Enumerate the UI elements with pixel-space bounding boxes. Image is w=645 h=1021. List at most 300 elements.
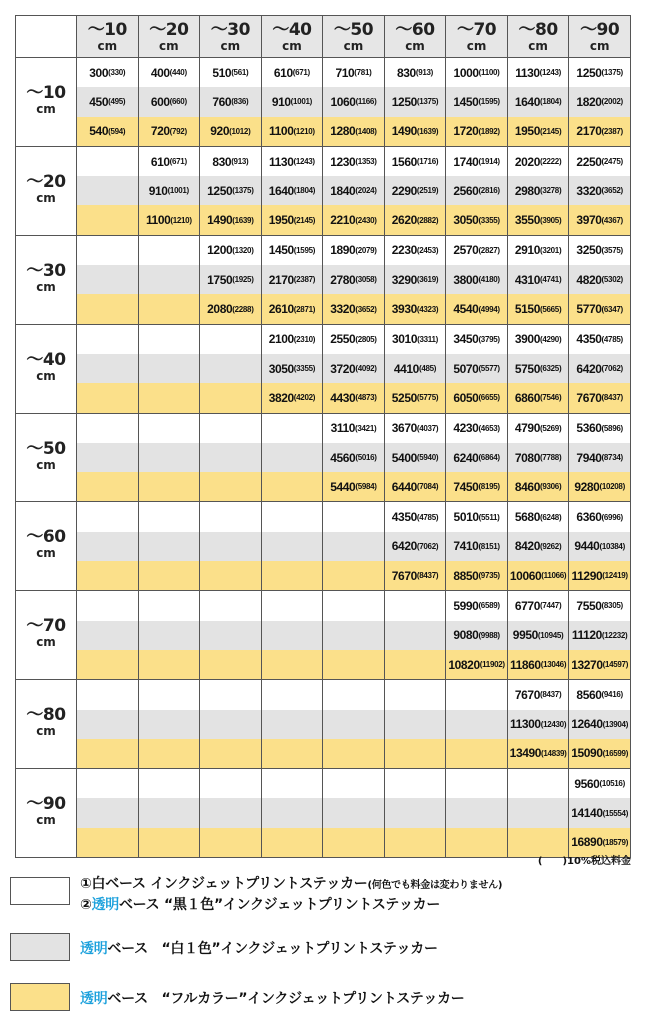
price-value: 4820 <box>576 272 602 287</box>
column-unit: cm <box>466 38 487 53</box>
price-with-tax: (5269) <box>539 423 562 433</box>
price-value: 1060 <box>330 94 356 109</box>
price-tier <box>508 650 569 679</box>
price-with-tax: (792) <box>169 126 187 136</box>
price-with-tax: (1892) <box>478 126 500 136</box>
price-with-tax: (7546) <box>539 393 562 403</box>
row-header <box>16 413 77 502</box>
price-with-tax: (1804) <box>293 186 316 196</box>
price-with-tax: (2475) <box>601 157 623 167</box>
table-body <box>16 58 631 858</box>
price-tier <box>323 205 384 234</box>
price-tier <box>77 472 138 501</box>
price-cell <box>384 324 446 413</box>
row-header-label <box>16 707 76 737</box>
price-value: 9440 <box>574 539 600 554</box>
price-tier <box>200 325 261 354</box>
price-tier <box>323 650 384 679</box>
price-value: 7410 <box>453 539 479 554</box>
price-tier <box>569 739 630 768</box>
price-value: 3010 <box>392 332 418 347</box>
price-with-tax: (7788) <box>539 453 562 462</box>
row-header <box>16 680 77 769</box>
empty-cell <box>77 680 139 769</box>
empty-cell <box>77 769 139 858</box>
price-cell <box>77 58 139 147</box>
price-tier <box>139 265 200 294</box>
price-value: 2910 <box>514 243 540 258</box>
price-tier <box>323 414 384 443</box>
tax-note: ( )10%税込料金 <box>537 856 631 867</box>
price-value: 710 <box>335 65 355 80</box>
price-tier <box>385 87 446 116</box>
price-tier <box>77 532 138 561</box>
price-value: 3320 <box>576 183 602 198</box>
price-value: 10060 <box>509 568 542 583</box>
price-tier <box>262 443 323 472</box>
price-tier <box>446 176 507 205</box>
price-with-tax: (2002) <box>601 97 623 107</box>
price-tier <box>508 294 569 323</box>
column-header <box>200 16 262 58</box>
price-value: 3250 <box>576 243 602 258</box>
column-size: 〜10 <box>87 19 127 40</box>
empty-cell <box>323 769 385 858</box>
legend-item1-note: (何色でも料金は変わりません) <box>367 880 503 891</box>
price-tier <box>77 769 138 798</box>
price-cell <box>569 58 631 147</box>
price-cell <box>446 413 508 502</box>
price-value: 9280 <box>574 479 600 494</box>
price-tier <box>262 147 323 176</box>
price-tier <box>569 680 630 709</box>
price-cell <box>507 591 569 680</box>
empty-cell <box>261 769 323 858</box>
price-tier <box>323 472 384 501</box>
price-value: 3820 <box>268 390 294 405</box>
price-tier <box>139 414 200 443</box>
price-value: 6770 <box>514 598 540 613</box>
row-unit: cm <box>36 635 56 650</box>
price-tier <box>200 414 261 443</box>
price-with-tax: (6325) <box>539 364 562 374</box>
column-header-label <box>508 19 569 53</box>
price-tier <box>77 621 138 650</box>
legend-item1-line2 <box>80 894 440 914</box>
price-tier <box>569 236 630 265</box>
price-tier <box>569 58 630 87</box>
price-tier <box>200 739 261 768</box>
price-value: 16890 <box>571 835 603 850</box>
price-with-tax: (3905) <box>539 215 562 225</box>
row-size: 〜70 <box>26 616 66 637</box>
price-tier <box>508 147 569 176</box>
price-tier <box>569 414 630 443</box>
price-with-tax: (2430) <box>355 215 377 225</box>
price-cell <box>261 235 323 324</box>
price-value: 4790 <box>514 421 540 436</box>
price-tier <box>200 710 261 739</box>
price-with-tax: (6864) <box>478 453 500 462</box>
price-tier <box>569 502 630 531</box>
price-tier <box>200 621 261 650</box>
price-tier <box>323 680 384 709</box>
price-tier <box>508 354 569 383</box>
price-with-tax: (4037) <box>416 423 439 433</box>
price-tier <box>262 739 323 768</box>
price-tier <box>569 294 630 323</box>
price-with-tax: (4323) <box>416 304 439 314</box>
price-tier <box>323 176 384 205</box>
price-with-tax: (495) <box>108 97 126 107</box>
price-cell <box>569 769 631 858</box>
price-tier <box>262 769 323 798</box>
price-tier <box>200 294 261 323</box>
row-header-label <box>16 349 76 383</box>
empty-cell <box>77 324 139 413</box>
column-unit: cm <box>589 38 610 53</box>
price-with-tax: (9306) <box>539 482 562 492</box>
column-size: 〜80 <box>518 19 558 40</box>
price-tier <box>262 680 323 709</box>
price-value: 3720 <box>330 361 356 376</box>
column-unit: cm <box>220 38 241 53</box>
empty-cell <box>446 680 508 769</box>
price-tier <box>262 472 323 501</box>
price-value: 8850 <box>453 568 479 583</box>
price-tier <box>200 205 261 234</box>
empty-cell <box>384 680 446 769</box>
price-tier <box>569 325 630 354</box>
price-tier <box>385 561 446 590</box>
price-value: 4310 <box>514 272 540 287</box>
price-cell <box>384 413 446 502</box>
price-tier <box>262 294 323 323</box>
price-value: 910 <box>148 183 168 198</box>
price-tier <box>77 58 138 87</box>
row-size: 〜20 <box>26 171 66 192</box>
price-with-tax: (2145) <box>293 215 316 225</box>
price-value: 12640 <box>571 717 603 732</box>
column-header-label <box>77 19 138 53</box>
empty-cell <box>138 413 200 502</box>
row-size: 〜60 <box>26 527 66 548</box>
price-tier <box>446 769 507 798</box>
price-tier <box>446 650 507 679</box>
price-tier <box>446 561 507 590</box>
price-cell <box>384 235 446 324</box>
row-header <box>16 502 77 591</box>
price-value: 3670 <box>391 421 417 436</box>
price-value: 4560 <box>330 450 356 465</box>
price-with-tax: (1100) <box>478 68 500 78</box>
price-tier <box>385 739 446 768</box>
price-tier <box>508 472 569 501</box>
empty-cell <box>200 769 262 858</box>
column-size: 〜20 <box>149 19 189 40</box>
price-tier <box>262 265 323 294</box>
price-tier <box>262 236 323 265</box>
price-with-tax: (1012) <box>229 126 251 136</box>
price-value: 3050 <box>268 361 294 376</box>
price-value: 2980 <box>514 183 540 198</box>
price-value: 2560 <box>453 183 479 198</box>
price-with-tax: (671) <box>292 68 310 78</box>
price-with-tax: (10516) <box>599 779 625 789</box>
price-with-tax: (15554) <box>602 808 629 818</box>
price-with-tax: (7084) <box>416 482 439 492</box>
price-tier <box>569 710 630 739</box>
price-with-tax: (3201) <box>539 245 562 255</box>
empty-cell <box>323 680 385 769</box>
price-with-tax: (1001) <box>167 186 189 196</box>
price-tier <box>446 325 507 354</box>
empty-cell <box>200 680 262 769</box>
price-tier <box>446 383 507 412</box>
price-tier <box>262 414 323 443</box>
price-value: 6420 <box>576 361 602 376</box>
price-tier <box>77 383 138 412</box>
price-value: 14140 <box>571 806 603 821</box>
table-row <box>16 502 631 591</box>
price-tier <box>385 414 446 443</box>
price-value: 5990 <box>453 598 479 613</box>
price-tier <box>385 710 446 739</box>
price-with-tax: (3355) <box>293 364 316 374</box>
price-cell <box>200 235 262 324</box>
empty-cell <box>77 502 139 591</box>
price-cell <box>323 235 385 324</box>
price-cell <box>261 146 323 235</box>
price-cell <box>569 413 631 502</box>
price-tier <box>139 680 200 709</box>
price-tier <box>446 205 507 234</box>
price-tier <box>200 769 261 798</box>
price-with-tax: (3355) <box>478 215 500 225</box>
price-tier <box>323 502 384 531</box>
price-tier <box>200 798 261 827</box>
price-value: 6860 <box>514 390 540 405</box>
legend-item3-rest: ベース “フルカラー”インクジェットプリントステッカー <box>107 991 465 1007</box>
legend-item1-line1 <box>80 873 502 893</box>
price-with-tax: (4785) <box>601 334 623 344</box>
legend-item2-rest: ベース “白１色”インクジェットプリントステッカー <box>107 941 438 957</box>
column-unit: cm <box>282 38 302 53</box>
price-cell <box>138 58 200 147</box>
price-with-tax: (1804) <box>539 97 562 107</box>
legend-item3-blue: 透明 <box>80 991 108 1007</box>
price-tier <box>139 828 200 857</box>
price-with-tax: (3795) <box>478 334 500 344</box>
price-cell <box>507 146 569 235</box>
column-size: 〜70 <box>456 19 497 40</box>
price-with-tax: (440) <box>169 68 187 78</box>
price-with-tax: (4290) <box>539 334 562 344</box>
price-with-tax: (4785) <box>416 512 439 522</box>
price-value: 1890 <box>330 243 356 258</box>
price-with-tax: (3421) <box>355 423 377 433</box>
price-with-tax: (2024) <box>355 186 377 196</box>
price-value: 6240 <box>453 450 479 465</box>
price-tier <box>262 561 323 590</box>
price-tier <box>508 680 569 709</box>
price-tier <box>446 710 507 739</box>
price-tier <box>323 265 384 294</box>
price-value: 1840 <box>330 183 356 198</box>
price-tier <box>446 87 507 116</box>
empty-cell <box>138 591 200 680</box>
price-tier <box>323 591 384 620</box>
price-tier <box>262 87 323 116</box>
empty-cell <box>323 591 385 680</box>
price-tier <box>323 739 384 768</box>
price-tier <box>508 176 569 205</box>
price-cell <box>569 591 631 680</box>
price-tier <box>139 798 200 827</box>
price-cell <box>384 146 446 235</box>
legend-item2 <box>80 938 438 958</box>
legend-item1-blue: 透明 <box>91 897 119 913</box>
price-value: 1280 <box>330 124 356 139</box>
price-value: 3550 <box>514 213 540 228</box>
price-value: 450 <box>89 94 109 109</box>
price-tier <box>385 621 446 650</box>
price-tier <box>446 354 507 383</box>
price-cell <box>507 680 569 769</box>
row-header <box>16 591 77 680</box>
price-with-tax: (3619) <box>416 275 439 285</box>
price-value: 1720 <box>453 124 479 139</box>
price-with-tax: (8437) <box>416 571 439 581</box>
price-tier <box>139 354 200 383</box>
table-row <box>16 58 631 147</box>
empty-cell <box>384 591 446 680</box>
row-header-label <box>16 260 76 294</box>
price-tier <box>323 621 384 650</box>
price-value: 7940 <box>576 450 602 465</box>
price-tier <box>77 147 138 176</box>
price-tier <box>323 87 384 116</box>
price-tier <box>508 265 569 294</box>
price-with-tax: (11902) <box>479 660 505 670</box>
row-header-label <box>16 796 76 826</box>
price-with-tax: (6248) <box>539 512 562 522</box>
price-tier <box>508 236 569 265</box>
price-tier <box>262 502 323 531</box>
price-value: 1250 <box>391 94 417 109</box>
table-row <box>16 769 631 858</box>
price-tier <box>569 443 630 472</box>
price-tier <box>385 354 446 383</box>
price-tier <box>508 561 569 590</box>
empty-cell <box>261 680 323 769</box>
price-tier <box>323 532 384 561</box>
row-header-label <box>16 618 76 648</box>
price-tier <box>262 58 323 87</box>
price-value: 2610 <box>268 302 294 317</box>
price-tier <box>385 265 446 294</box>
price-tier <box>569 383 630 412</box>
price-tier <box>200 58 261 87</box>
empty-cell <box>77 591 139 680</box>
price-tier <box>200 680 261 709</box>
price-with-tax: (5016) <box>355 453 377 462</box>
price-tier <box>323 325 384 354</box>
price-value: 11300 <box>510 717 541 732</box>
price-tier <box>508 502 569 531</box>
column-header-label <box>200 19 261 53</box>
column-header <box>261 16 323 58</box>
price-tier <box>139 176 200 205</box>
price-tier <box>569 621 630 650</box>
row-size: 〜80 <box>26 705 66 726</box>
price-tier <box>139 621 200 650</box>
price-tier <box>200 828 261 857</box>
empty-cell <box>77 235 139 324</box>
row-size: 〜90 <box>26 794 66 815</box>
empty-cell <box>200 413 262 502</box>
price-cell <box>323 146 385 235</box>
price-tier <box>385 294 446 323</box>
price-with-tax: (3278) <box>539 186 562 196</box>
price-with-tax: (836) <box>231 97 249 107</box>
price-with-tax: (913) <box>231 157 249 167</box>
price-value: 1740 <box>453 154 479 169</box>
row-unit: cm <box>36 457 56 472</box>
price-tier <box>139 650 200 679</box>
price-value: 7670 <box>514 687 540 702</box>
price-tier <box>323 294 384 323</box>
price-value: 4230 <box>453 421 479 436</box>
price-value: 1230 <box>330 154 356 169</box>
price-with-tax: (8437) <box>601 393 623 403</box>
price-tier <box>323 117 384 146</box>
price-tier <box>262 591 323 620</box>
price-value: 610 <box>150 154 170 169</box>
empty-cell <box>138 769 200 858</box>
price-value: 1750 <box>207 272 233 287</box>
price-value: 3930 <box>391 302 417 317</box>
legend-item1-rest: ベース “黒１色”インクジェットプリントステッカー <box>118 897 441 913</box>
price-value: 1560 <box>391 154 417 169</box>
column-unit: cm <box>159 38 179 53</box>
price-with-tax: (561) <box>231 68 249 78</box>
price-value: 1640 <box>268 183 294 198</box>
price-cell <box>569 235 631 324</box>
price-tier <box>569 532 630 561</box>
price-tier <box>385 502 446 531</box>
price-value: 2570 <box>453 243 479 258</box>
price-value: 11860 <box>510 657 541 672</box>
row-unit: cm <box>36 724 56 739</box>
price-with-tax: (2816) <box>478 186 500 196</box>
price-value: 4540 <box>453 302 479 317</box>
price-tier <box>508 58 569 87</box>
price-with-tax: (8151) <box>478 541 500 551</box>
price-with-tax: (12430) <box>540 719 567 729</box>
price-tier <box>569 591 630 620</box>
price-value: 1250 <box>576 65 602 80</box>
price-cell <box>261 58 323 147</box>
price-tier <box>446 591 507 620</box>
price-tier <box>323 798 384 827</box>
column-header-label <box>569 19 630 53</box>
price-value: 6420 <box>391 539 417 554</box>
price-value: 2170 <box>576 124 602 139</box>
price-cell <box>446 235 508 324</box>
price-with-tax: (2519) <box>416 186 439 196</box>
price-tier <box>385 532 446 561</box>
